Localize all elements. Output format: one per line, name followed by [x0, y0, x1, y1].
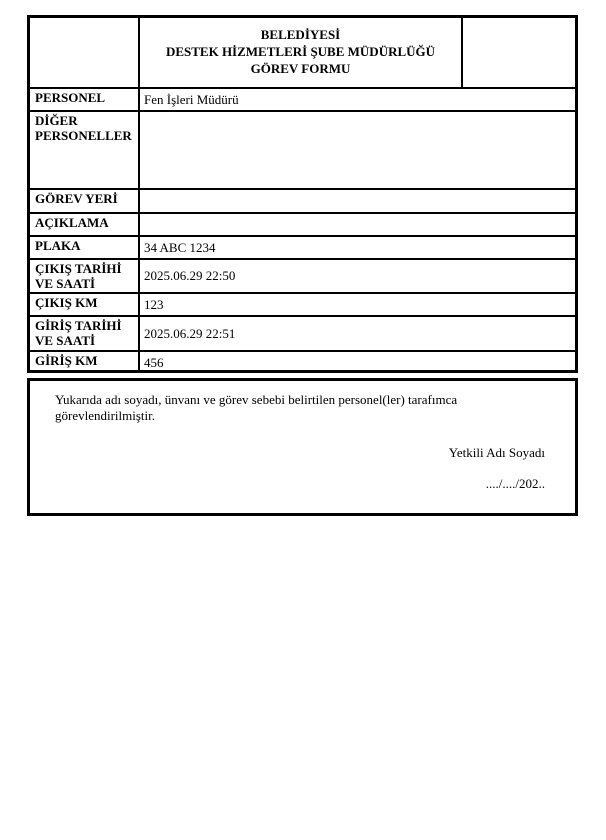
cikis-tarihi-saati-label: ÇIKIŞ TARİHİ VE SAATİ: [30, 260, 140, 292]
row-giris-tarihi-saati: [30, 315, 575, 350]
cikis-km-label: ÇIKIŞ KM: [30, 294, 140, 315]
giris-tarihi-saati-label: GİRİŞ TARİHİ VE SAATİ: [30, 317, 140, 350]
header-right-cell: [463, 18, 575, 87]
cikis-tarihi-saati-value: 2025.06.29 22:50: [144, 268, 236, 283]
row-cikis-km: [30, 292, 575, 315]
personel-value: Fen İşleri Müdürü: [144, 91, 239, 107]
authorization-box: [27, 378, 578, 516]
header-title-line-2: DESTEK HİZMETLERİ ŞUBE MÜDÜRLÜĞÜ: [165, 44, 436, 60]
giris-km-label: GİRİŞ KM: [30, 352, 140, 373]
header-title-cell: [140, 18, 463, 87]
row-cikis-tarihi-saati: [30, 258, 575, 292]
aciklama-label: AÇIKLAMA: [30, 214, 140, 235]
header-title-line-1: BELEDİYESİ: [260, 27, 341, 43]
gorev-formu-table: [27, 15, 578, 373]
row-aciklama: [30, 212, 575, 235]
header-logo-cell: [30, 18, 140, 87]
row-diger-personeller: [30, 110, 575, 188]
diger-personeller-value: [140, 112, 575, 188]
header-title-line-3: GÖREV FORMU: [250, 60, 351, 76]
giris-km-value: 456: [144, 354, 164, 370]
aciklama-value: [140, 214, 575, 235]
signature-name-label: Yetkili Adı Soyadı: [448, 444, 545, 460]
gorev-yeri-label: GÖREV YERİ: [30, 190, 140, 212]
diger-personeller-label: DİĞER PERSONELLER: [30, 112, 140, 188]
row-gorev-yeri: [30, 188, 575, 212]
giris-tarihi-saati-value: 2025.06.29 22:51: [144, 325, 236, 341]
plaka-value: 34 ABC 1234: [144, 239, 216, 255]
row-personel: [30, 87, 575, 110]
personel-label: PERSONEL: [30, 89, 140, 110]
row-giris-km: [30, 350, 575, 373]
signature-date-placeholder: ..../..../202..: [485, 475, 545, 491]
plaka-label: PLAKA: [30, 237, 140, 258]
row-plaka: [30, 235, 575, 258]
form-header-row: [30, 18, 575, 87]
gorev-yeri-value: [140, 190, 575, 212]
authorization-statement: Yukarıda adı soyadı, ünvanı ve görev sebebi belirtilen personel(ler) tarafımca görevlendirilmiştir.: [55, 392, 458, 424]
cikis-km-value: 123: [144, 296, 164, 312]
